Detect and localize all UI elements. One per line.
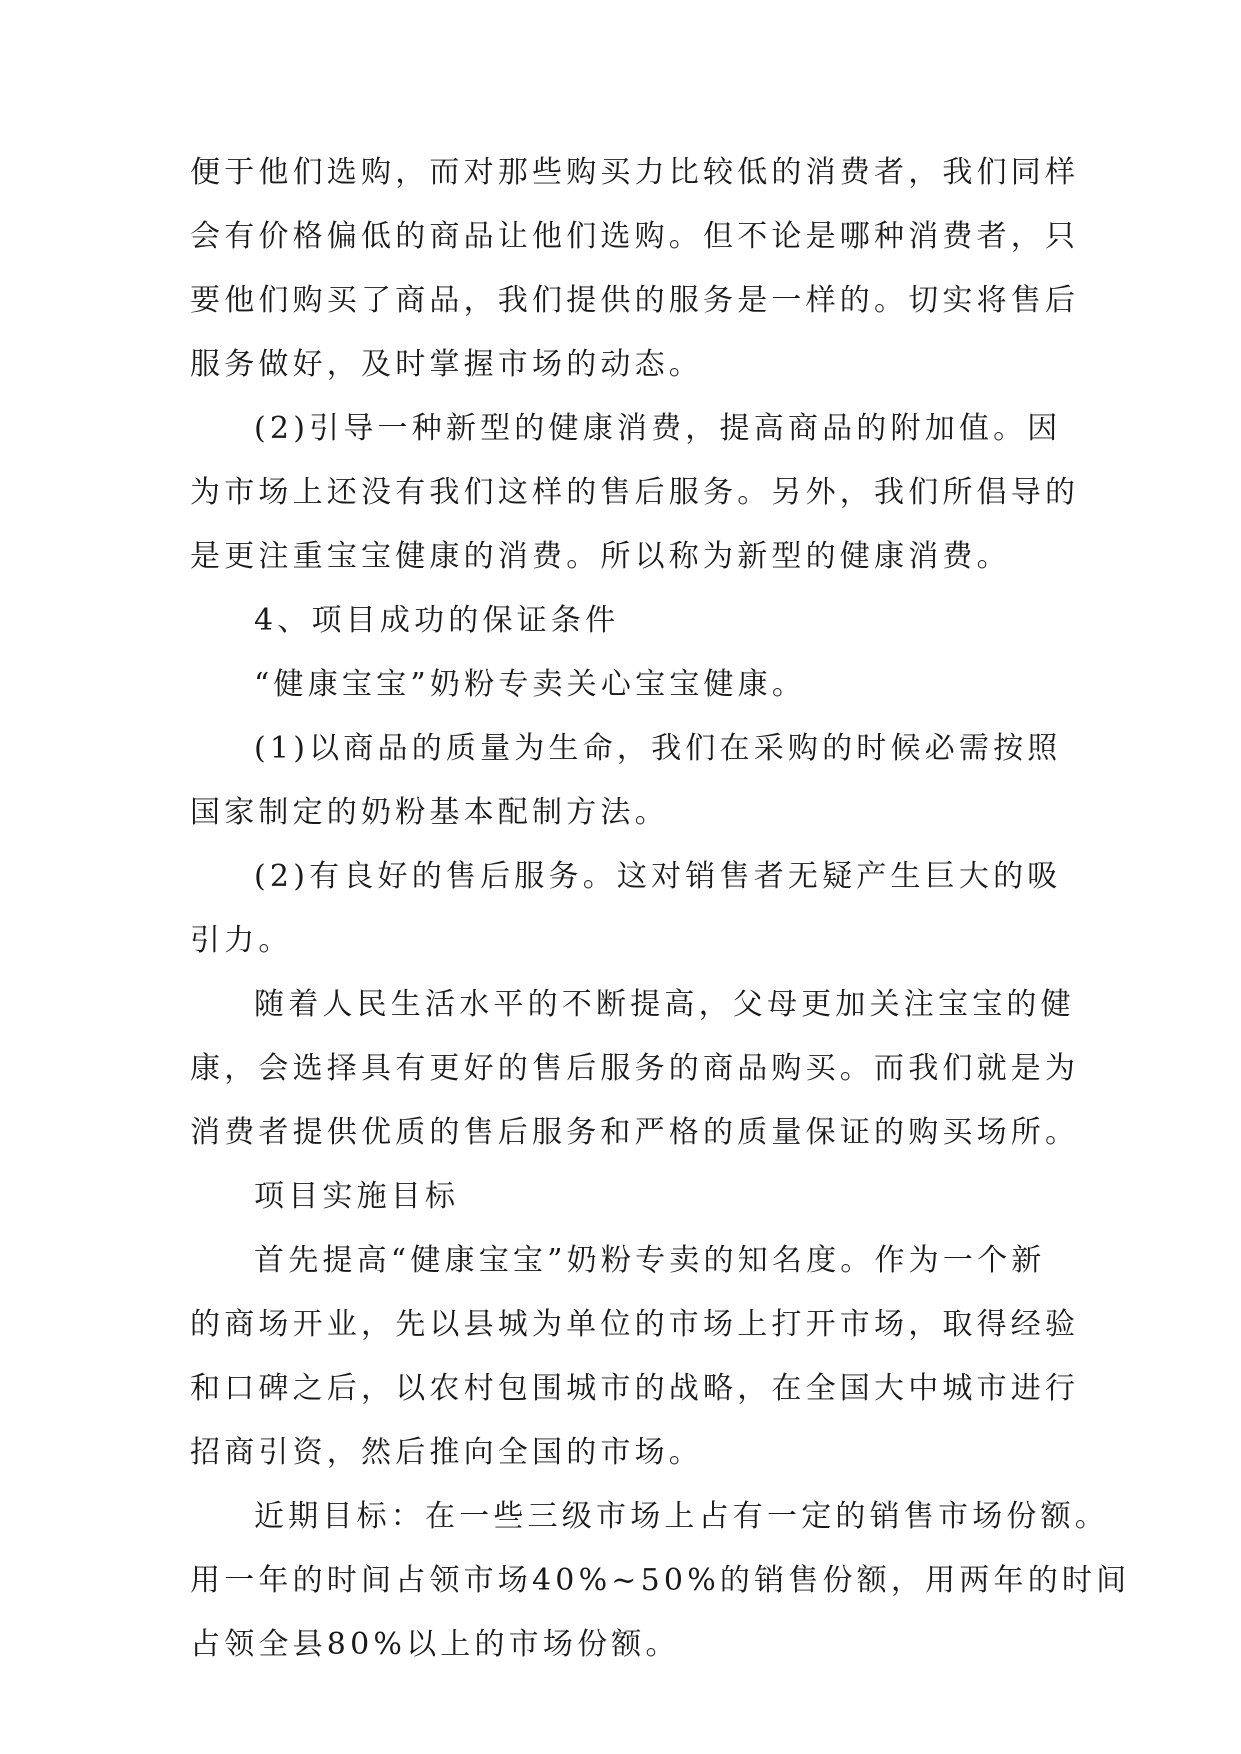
text-line: (2)有良好的售后服务。这对销售者无疑产生巨大的吸 — [254, 859, 1062, 894]
text-line: 便于他们选购，而对那些购买力比较低的消费者，我们同样 — [190, 155, 1080, 190]
section-heading: 4、项目成功的保证条件 — [254, 603, 620, 638]
text-line: 占领全县80%以上的市场份额。 — [190, 1627, 680, 1662]
text-line: 近期目标：在一些三级市场上占有一定的销售市场份额。 — [254, 1499, 1109, 1534]
text-line: 消费者提供优质的售后服务和严格的质量保证的购买场所。 — [190, 1115, 1080, 1150]
section-heading: 项目实施目标 — [254, 1179, 460, 1214]
text-line: 首先提高“健康宝宝”奶粉专卖的知名度。作为一个新 — [254, 1243, 1046, 1278]
text-line: (2)引导一种新型的健康消费，提高商品的附加值。因 — [254, 411, 1062, 446]
text-line: “健康宝宝”奶粉专卖关心宝宝健康。 — [254, 667, 807, 702]
text-line: 为市场上还没有我们这样的售后服务。另外，我们所倡导的 — [190, 475, 1080, 510]
text-line: 国家制定的奶粉基本配制方法。 — [190, 795, 669, 830]
text-line: 的商场开业，先以县城为单位的市场上打开市场，取得经验 — [190, 1307, 1080, 1342]
text-line: 引力。 — [190, 923, 293, 958]
text-line: 康，会选择具有更好的售后服务的商品购买。而我们就是为 — [190, 1051, 1080, 1086]
text-line: 会有价格偏低的商品让他们选购。但不论是哪种消费者，只 — [190, 219, 1080, 254]
document-body — [190, 155, 1131, 1694]
text-line: 是更注重宝宝健康的消费。所以称为新型的健康消费。 — [190, 539, 1011, 574]
text-line: (1)以商品的质量为生命，我们在采购的时候必需按照 — [254, 731, 1062, 766]
text-line: 随着人民生活水平的不断提高，父母更加关注宝宝的健 — [254, 987, 1075, 1022]
text-line: 要他们购买了商品，我们提供的服务是一样的。切实将售后 — [190, 283, 1080, 318]
text-line: 服务做好，及时掌握市场的动态。 — [190, 347, 703, 382]
text-line: 招商引资，然后推向全国的市场。 — [190, 1435, 703, 1470]
text-line: 用一年的时间占领市场40%~50%的销售份额，用两年的时间 — [190, 1563, 1131, 1598]
text-line: 和口碑之后，以农村包围城市的战略，在全国大中城市进行 — [190, 1371, 1080, 1406]
